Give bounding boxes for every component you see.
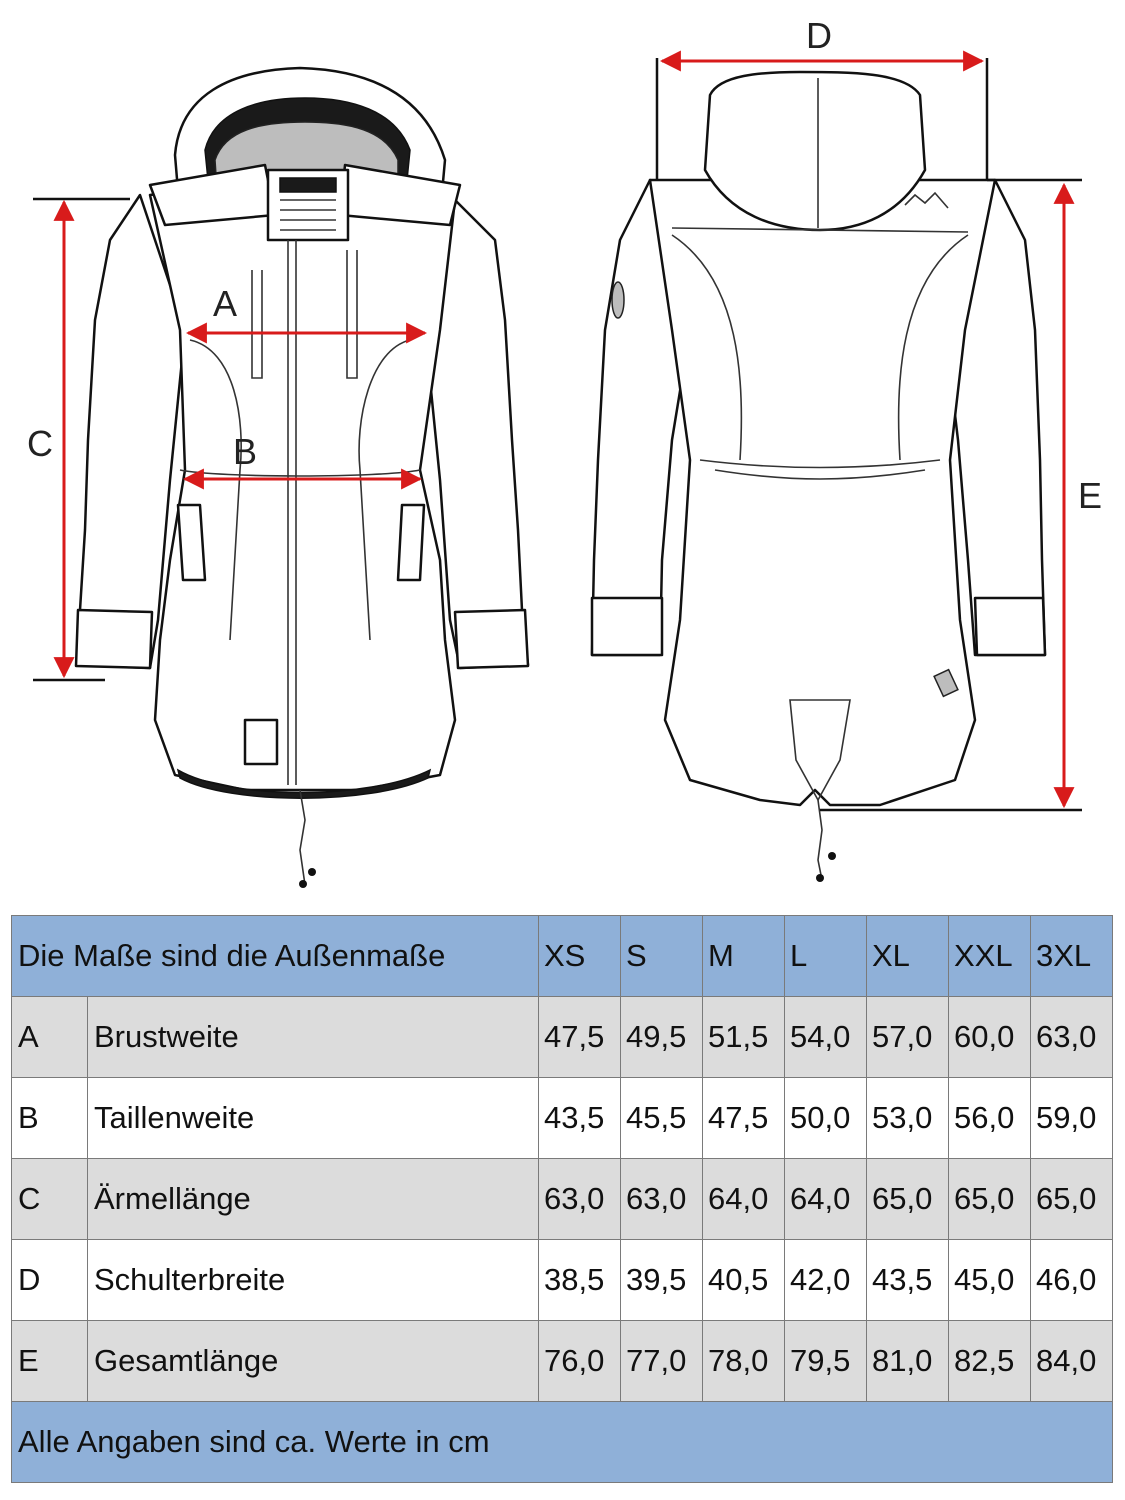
row-value: 50,0: [785, 1078, 867, 1159]
row-value: 53,0: [867, 1078, 949, 1159]
footer-note: Alle Angaben sind ca. Werte in cm: [12, 1402, 1113, 1483]
row-value: 60,0: [949, 997, 1031, 1078]
header-size: M: [703, 916, 785, 997]
table-row: [12, 1321, 1113, 1402]
row-value: 40,5: [703, 1240, 785, 1321]
row-value: 59,0: [1031, 1078, 1113, 1159]
row-code: B: [12, 1078, 88, 1159]
row-value: 63,0: [1031, 997, 1113, 1078]
row-name: Taillenweite: [88, 1078, 539, 1159]
row-value: 45,5: [621, 1078, 703, 1159]
header-size: 3XL: [1031, 916, 1113, 997]
row-value: 64,0: [785, 1159, 867, 1240]
row-value: 39,5: [621, 1240, 703, 1321]
row-code: D: [12, 1240, 88, 1321]
row-code: A: [12, 997, 88, 1078]
header-caption: Die Maße sind die Außenmaße: [12, 916, 539, 997]
label-C: C: [27, 423, 53, 464]
table-row: [12, 997, 1113, 1078]
row-value: 63,0: [539, 1159, 621, 1240]
row-value: 76,0: [539, 1321, 621, 1402]
table-footer-row: [12, 1402, 1113, 1483]
row-value: 64,0: [703, 1159, 785, 1240]
row-name: Ärmellänge: [88, 1159, 539, 1240]
table-row: [12, 1159, 1113, 1240]
row-value: 65,0: [949, 1159, 1031, 1240]
back-jacket-illustration: [592, 72, 1045, 882]
table-row: [12, 1078, 1113, 1159]
row-value: 46,0: [1031, 1240, 1113, 1321]
row-value: 82,5: [949, 1321, 1031, 1402]
size-table: [11, 915, 1113, 1483]
row-name: Schulterbreite: [88, 1240, 539, 1321]
row-value: 63,0: [621, 1159, 703, 1240]
header-size: XS: [539, 916, 621, 997]
row-value: 78,0: [703, 1321, 785, 1402]
row-value: 65,0: [1031, 1159, 1113, 1240]
row-value: 49,5: [621, 997, 703, 1078]
row-value: 43,5: [867, 1240, 949, 1321]
row-value: 42,0: [785, 1240, 867, 1321]
row-value: 81,0: [867, 1321, 949, 1402]
row-name: Gesamtlänge: [88, 1321, 539, 1402]
row-value: 51,5: [703, 997, 785, 1078]
row-value: 47,5: [703, 1078, 785, 1159]
row-value: 57,0: [867, 997, 949, 1078]
label-B: B: [233, 431, 258, 472]
header-size: XXL: [949, 916, 1031, 997]
table-header-row: [12, 916, 1113, 997]
header-size: XL: [867, 916, 949, 997]
row-value: 77,0: [621, 1321, 703, 1402]
row-value: 43,5: [539, 1078, 621, 1159]
table-row: [12, 1240, 1113, 1321]
header-size: S: [621, 916, 703, 997]
row-code: E: [12, 1321, 88, 1402]
label-D: D: [806, 15, 832, 56]
row-code: C: [12, 1159, 88, 1240]
row-value: 56,0: [949, 1078, 1031, 1159]
label-A: A: [213, 283, 238, 324]
row-value: 54,0: [785, 997, 867, 1078]
row-value: 84,0: [1031, 1321, 1113, 1402]
label-E: E: [1078, 475, 1103, 516]
row-value: 65,0: [867, 1159, 949, 1240]
row-value: 47,5: [539, 997, 621, 1078]
row-value: 45,0: [949, 1240, 1031, 1321]
row-value: 79,5: [785, 1321, 867, 1402]
row-name: Brustweite: [88, 997, 539, 1078]
header-size: L: [785, 916, 867, 997]
row-value: 38,5: [539, 1240, 621, 1321]
